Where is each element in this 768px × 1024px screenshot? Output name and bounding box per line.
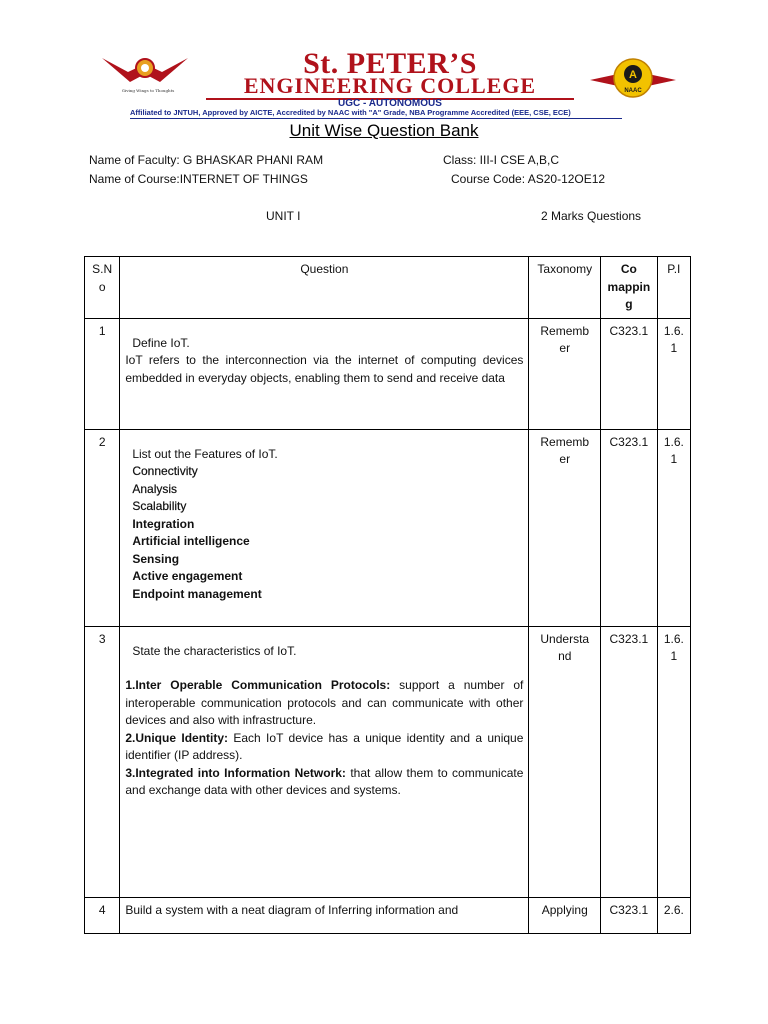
- feature-item: Artificial intelligence: [132, 534, 250, 548]
- table-header-row: [85, 257, 691, 319]
- row-question: Build a system with a neat diagram of Inferring information and: [120, 897, 529, 933]
- college-name-line2: ENGINEERING COLLEGE: [200, 74, 580, 98]
- characteristic-item: [125, 765, 523, 800]
- row-taxonomy: Rememb er: [529, 318, 601, 429]
- faculty-name: Name of Faculty: G BHASKAR PHANI RAM: [89, 153, 324, 167]
- row-pi: 1.6. 1: [657, 318, 690, 429]
- feature-item: Integration: [132, 516, 195, 531]
- unit-label: UNIT I: [266, 209, 301, 223]
- feature-item: Analysis: [132, 481, 178, 496]
- college-tagline: Giving Wings to Thoughts: [121, 88, 175, 93]
- naac-logo-icon: [588, 54, 678, 104]
- header-taxonomy: Taxonomy: [529, 257, 601, 319]
- college-name: St. PETER’S: [303, 47, 477, 80]
- header-sno: S.N o: [85, 257, 120, 319]
- class-info: Class: III-I CSE A,B,C: [443, 153, 560, 167]
- feature-item: Sensing: [132, 551, 180, 566]
- header-co-mapping: Co mappin g: [601, 257, 658, 319]
- row-pi: 2.6.: [657, 897, 690, 933]
- table-row: [85, 626, 691, 897]
- row-pi: 1.6. 1: [657, 626, 690, 897]
- row-co: C323.1: [601, 318, 658, 429]
- row-sno: 4: [85, 897, 120, 933]
- row-co: C323.1: [601, 429, 658, 626]
- characteristic-label: 1.Inter Operable Communication Protocols:: [125, 678, 391, 692]
- course-code: Course Code: AS20-12OE12: [451, 172, 606, 186]
- svg-text:A: A: [629, 69, 637, 81]
- row-taxonomy: Applying: [529, 897, 601, 933]
- characteristic-text: that allow them to communicate and exchange data with other devices and systems.: [125, 765, 524, 797]
- page-title: Unit Wise Question Bank: [289, 121, 479, 140]
- feature-item: Endpoint management: [132, 586, 262, 601]
- table-row: [85, 318, 691, 429]
- feature-item: Active engagement: [132, 569, 243, 583]
- characteristic-text: Each IoT device has a unique identity and a unique identifier (IP address).: [125, 730, 524, 762]
- characteristic-item: [125, 677, 523, 730]
- row-question: [120, 429, 529, 626]
- row-sno: 1: [85, 318, 120, 429]
- row-question: [120, 626, 529, 897]
- header-pi: P.I: [657, 257, 690, 319]
- college-logo-icon: [100, 52, 190, 114]
- row-sno: 3: [85, 626, 120, 897]
- autonomous-label: UGC - AUTONOMOUS: [338, 98, 442, 109]
- svg-text:NAAC: NAAC: [624, 88, 642, 94]
- marks-label: 2 Marks Questions: [541, 209, 642, 223]
- characteristic-label: 2.Unique Identity:: [125, 730, 229, 745]
- characteristic-item: [125, 730, 523, 765]
- question-text: Define IoT.: [132, 335, 190, 350]
- feature-item: Scalability: [132, 499, 187, 513]
- question-table: [84, 256, 691, 934]
- row-pi: 1.6. 1: [657, 429, 690, 626]
- row-question: [120, 318, 529, 429]
- affiliation-line: Affiliated to JNTUH, Approved by AICTE, Accredited by NAAC with "A" Grade, NBA Programme Accredited (EEE, CSE, ECE): [130, 108, 630, 117]
- course-name: Name of Course:INTERNET OF THINGS: [89, 172, 308, 186]
- table-row: [85, 429, 691, 626]
- row-co: C323.1: [601, 626, 658, 897]
- characteristic-text: support a number of interoperable communication protocols and can communicate with other devices and also with infrastructure.: [125, 678, 524, 727]
- question-text: List out the Features of IoT.: [132, 446, 278, 461]
- question-text: State the characteristics of IoT.: [132, 643, 297, 658]
- header-question: Question: [120, 257, 529, 319]
- row-taxonomy: Understa nd: [529, 626, 601, 897]
- row-co: C323.1: [601, 897, 658, 933]
- table-row: [85, 897, 691, 933]
- row-sno: 2: [85, 429, 120, 626]
- feature-item: Connectivity: [132, 464, 198, 478]
- characteristic-label: 3.Integrated into Information Network:: [125, 765, 346, 780]
- row-taxonomy: Rememb er: [529, 429, 601, 626]
- answer-text: IoT refers to the interconnection via the internet of computing devices embedded in everyday objects, enabling them to send and receive data: [125, 353, 524, 385]
